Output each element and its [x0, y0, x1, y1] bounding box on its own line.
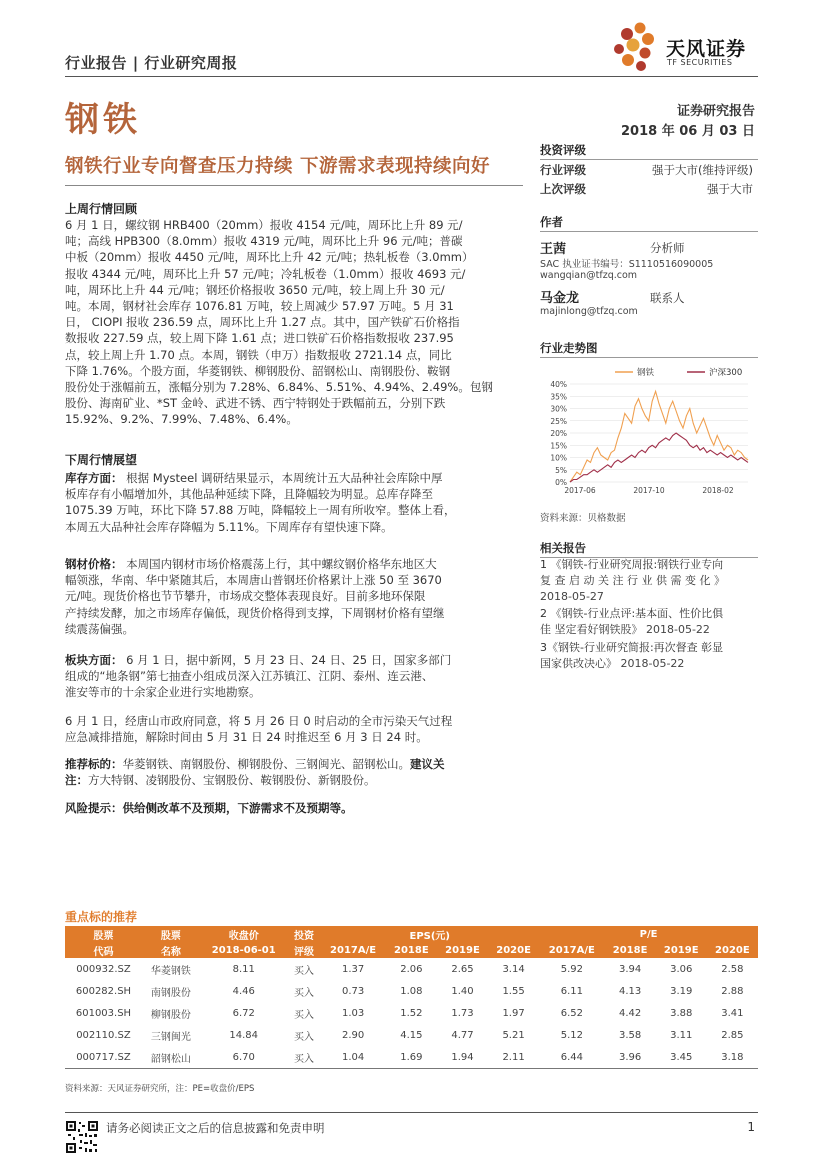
header-divider: [65, 76, 758, 77]
chart-y-tick: 20%: [550, 429, 567, 438]
chart-y-tick: 40%: [550, 380, 567, 389]
table-subheader-cell: 2020E: [707, 942, 758, 958]
risk-paragraph: [65, 800, 523, 816]
sector-title: 钢铁: [65, 100, 141, 140]
table-cell: 5.12: [560, 1029, 583, 1041]
section-heading-next-week: 下周行情展望: [65, 453, 138, 467]
last-week-line: 中板（20mm）报收 4450 元/吨，周环比上升 42 元/吨；热轧板卷（3.0mm）: [65, 250, 474, 265]
table-cell: 14.84: [229, 1029, 259, 1041]
chart-x-tick: 2018-02: [702, 486, 734, 495]
report-title: 钢铁行业专向督查压力持续 下游需求表现持续向好: [65, 156, 490, 177]
chart-y-tick: 35%: [550, 392, 567, 402]
price-line: 本周国内钢材市场价格震荡上行，其中螺纹钢价格华东地区大: [126, 557, 437, 571]
inventory-label: 库存方面：: [65, 471, 123, 485]
related-report-line: 国家供改决心》: [540, 657, 617, 670]
table-cell: 1.55: [502, 985, 525, 997]
table-subheader-cell: 2019E: [437, 942, 488, 958]
industry-trend-chart: [540, 360, 758, 500]
table-source: 资料来源：天风证券研究所，注：PE=收盘价/EPS: [65, 1084, 255, 1094]
table-subheader-cell: 2018E: [605, 942, 656, 958]
last-week-line: 日， CIOPI 报收 236.59 点，周环比上升 1.27 点。其中，国产铁矿石价格指: [65, 315, 460, 330]
last-week-line: 点，较上周上升 1.70 点。本周，钢铁（申万）指数报收 2721.14 点，同比: [65, 347, 452, 362]
table-cell: 1.37: [341, 963, 365, 975]
chart-y-tick: 5%: [555, 465, 567, 475]
inventory-paragraph: [65, 470, 523, 535]
table-cell: 2.88: [721, 985, 744, 997]
table-row: [65, 980, 758, 1002]
table-cell: 3.19: [670, 985, 693, 997]
table-header-cell: 股票: [142, 926, 200, 942]
chart-y-tick: 30%: [550, 404, 567, 414]
sector-paragraph: [65, 652, 523, 701]
policy-line: 应急减排措施，解除时间由 5 月 31 日 24 时推迟至 6 月 3 日 24 时。: [65, 730, 428, 745]
risk-label: 风险提示：: [65, 801, 123, 815]
related-report-1[interactable]: [540, 557, 755, 605]
price-line: 续震荡偏强。: [65, 621, 134, 636]
table-cell: 1.97: [502, 1007, 525, 1019]
last-week-line: 数报收 227.59 点，较上周下降 1.61 点；进口铁矿石价格指数报收 237.95: [65, 331, 454, 346]
report-date: 2018 年 06 月 03 日: [621, 124, 755, 139]
table-cell: 1.03: [341, 1007, 365, 1019]
table-row: [65, 1024, 758, 1046]
table-cell: 买入: [294, 987, 315, 999]
recommend-label: 推荐标的：: [65, 757, 123, 771]
last-week-line: 股份、海南矿业、*ST 金岭、武进不锈、西宁特钢处于跌幅前五，分别下跌: [65, 396, 446, 411]
chart-y-tick: 15%: [550, 441, 567, 451]
table-subheader-cell: 2019E: [656, 942, 707, 958]
table-cell: 002110.SZ: [76, 1029, 131, 1041]
footer-disclaimer[interactable]: 请务必阅读正文之后的信息披露和免责申明: [106, 1121, 325, 1135]
chart-x-tick: 2017-10: [633, 486, 665, 495]
watch-text: 方大特钢、凌钢股份、宝钢股份、鞍钢股份、新钢股份。: [88, 773, 376, 788]
report-category: 行业报告 | 行业研究周报: [65, 54, 238, 72]
recommend-paragraph: [65, 756, 523, 788]
last-week-line: 6 月 1 日，螺纹钢 HRB400（20mm）报收 4154 元/吨，周环比上升 89 元/: [65, 218, 463, 232]
policy-line: 6 月 1 日，经唐山市政府同意，将 5 月 26 日 0 时启动的全市污染天气过程: [65, 714, 453, 728]
brand-name: 天风证券: [666, 38, 747, 60]
table-subheader-cell: 2018E: [386, 942, 437, 958]
table-cell: 1.52: [400, 1007, 423, 1019]
author1-role: 分析师: [650, 241, 685, 255]
table-row: [65, 958, 758, 980]
table-cell: 3.45: [656, 1046, 707, 1069]
table-cell: 3.18: [707, 1046, 758, 1069]
tf-logo-icon: [610, 20, 664, 76]
related-report-3[interactable]: [540, 640, 755, 672]
chart-y-tick: 0%: [555, 478, 567, 487]
risk-text: 供给侧改革不及预期，下游需求不及预期等。: [122, 801, 353, 815]
table-cell: 三钢闽光: [150, 1031, 191, 1043]
table-cell: 买入: [294, 965, 315, 977]
table-cell: 3.14: [502, 963, 525, 975]
table-cell: 6.70: [200, 1046, 288, 1069]
table-cell: 1.73: [451, 1007, 474, 1019]
author2-role: 联系人: [650, 291, 685, 305]
table-cell: 6.11: [560, 985, 583, 997]
author2-email[interactable]: majinlong@tfzq.com: [540, 306, 638, 317]
chart-y-tick: 25%: [550, 416, 567, 426]
table-cell: 6.72: [232, 1007, 255, 1019]
sector-line: 组成的“地条钢”第七抽查小组成员深入江苏镇江、江阴、泰州、连云港、: [65, 669, 434, 684]
table-row: [65, 1046, 758, 1069]
author1-certificate: SAC 执业证书编号：S1110516090005: [540, 259, 714, 270]
author-heading: 作者: [540, 214, 758, 232]
inventory-line: 根据 Mysteel 调研结果显示，本周统计五大品种社会库除中厚: [126, 471, 443, 485]
price-paragraph: [65, 556, 523, 637]
price-line: 幅领涨，华南、华中紧随其后，本周唐山普钢坯价格累计上涨 50 至 3670: [65, 573, 442, 588]
table-cell: 买入: [294, 1009, 315, 1021]
chart-legend-label: 沪深300: [709, 368, 743, 378]
table-cell: 2.85: [721, 1029, 744, 1041]
related-report-line: 1 《钢铁-行业研究周报:钢铁行业专向: [540, 558, 724, 571]
table-cell: 3.88: [670, 1007, 693, 1019]
table-cell: 5.21: [502, 1029, 525, 1041]
policy-paragraph: [65, 713, 523, 745]
sector-label: 板块方面：: [65, 653, 123, 667]
table-subheader-cell: 2017A/E: [320, 942, 385, 958]
previous-rating-value: 强于大市: [707, 182, 753, 196]
watch-label: 建议关: [410, 757, 445, 771]
table-row: [65, 1002, 758, 1024]
last-week-line: 下降 1.76%。个股方面，华菱钢铁、柳钢股份、韶钢松山、南钢股份、鞍钢: [65, 363, 451, 378]
table-cell: 3.11: [670, 1029, 693, 1041]
table-cell: 买入: [288, 1046, 321, 1069]
last-week-line: 报收 4344 元/吨，周环比上升 57 元/吨；冷轧板卷（1.0mm）报收 4693 元/: [65, 266, 466, 281]
table-header-cell: EPS(元): [320, 926, 539, 942]
table-heading: 重点标的推荐: [65, 910, 138, 924]
rating-value: 强于大市(维持评级): [652, 163, 753, 177]
table-cell: 000717.SZ: [65, 1046, 142, 1069]
related-report-date: 2018-05-22: [646, 623, 710, 636]
table-cell: 3.58: [618, 1029, 642, 1041]
related-report-line: 3《钢铁-行业研究简报:再次督查 彰显: [540, 641, 724, 654]
author2-name: 马金龙: [540, 291, 580, 306]
table-cell: 5.92: [560, 963, 583, 975]
previous-rating-label: 上次评级: [540, 182, 586, 196]
author1-email[interactable]: wangqian@tfzq.com: [540, 270, 638, 281]
table-cell: 2.06: [400, 963, 423, 975]
recommend-text: 华菱钢铁、南钢股份、柳钢股份、三钢闽光、韶钢松山。: [122, 757, 410, 771]
table-cell: 3.41: [721, 1007, 744, 1019]
table-cell: 1.94: [437, 1046, 488, 1069]
last-week-line: 吨，周环比上升 44 元/吨；钢坯价格报收 3650 元/吨，较上周上升 30 元/: [65, 282, 445, 297]
price-label: 钢材价格：: [65, 557, 123, 571]
page-number: 1: [747, 1120, 755, 1134]
related-report-line: 2 《钢铁-行业点评:基本面、性价比俱: [540, 607, 724, 620]
table-cell: 2.58: [721, 963, 744, 975]
last-week-line: 15.92%、9.2%、7.99%、7.48%、6.4%。: [65, 412, 298, 427]
table-cell: 柳钢股份: [150, 1009, 191, 1021]
chart-legend-label: 钢铁: [637, 368, 655, 378]
price-line: 产持续发酵，加之市场库存偏低，现货价格得到支撑，下周钢材价格有望继: [65, 605, 445, 620]
table-cell: 1.40: [451, 985, 474, 997]
previous-rating-row: [540, 181, 753, 197]
related-report-date: 2018-05-22: [620, 657, 685, 670]
table-cell: 600282.SH: [75, 985, 132, 997]
chart-source: 资料来源：贝格数据: [540, 513, 626, 524]
rating-label: 行业评级: [540, 163, 586, 177]
chart-series-line-1: [570, 391, 748, 482]
table-cell: 1.69: [386, 1046, 437, 1069]
table-cell: 601003.SH: [75, 1007, 132, 1019]
table-header-cell: 收盘价: [200, 926, 288, 942]
table-cell: 000932.SZ: [76, 963, 131, 975]
table-header-cell: 投资: [288, 926, 321, 942]
related-report-2[interactable]: [540, 606, 755, 638]
table-cell: 3.06: [670, 963, 693, 975]
table-cell: 2.65: [451, 963, 474, 975]
table-cell: 1.04: [320, 1046, 385, 1069]
related-heading: 相关报告: [540, 540, 758, 558]
table-cell: 2.90: [341, 1029, 365, 1041]
inventory-line: 本周五大品种社会库存降幅为 5.11%。下周库存有望快速下降。: [65, 519, 393, 534]
last-week-line: 吨。本周，钢材社会库存 1076.81 万吨，较上周减少 57.97 万吨。5 月 31: [65, 299, 454, 314]
table-cell: 8.11: [232, 963, 255, 975]
table-cell: 2.11: [488, 1046, 539, 1069]
section-heading-last-week: 上周行情回顾: [65, 202, 138, 216]
table-header-cell: P/E: [539, 926, 758, 942]
table-cell: 4.15: [400, 1029, 423, 1041]
watch-label-2: 注：: [65, 773, 88, 788]
recommended-stocks-table: [65, 926, 758, 1069]
sector-line: 6 月 1 日，据中新网，5 月 23 日、24 日、25 日，国家多部门: [126, 653, 452, 667]
footer-divider: [65, 1112, 758, 1113]
table-cell: 6.52: [560, 1007, 583, 1019]
table-cell: 4.42: [618, 1007, 642, 1019]
table-cell: 4.46: [232, 985, 255, 997]
last-week-line: 吨；高线 HPB300（8.0mm）报收 4319 元/吨，周环比上升 96 元/吨；普碳: [65, 234, 463, 249]
chart-y-tick: 10%: [550, 453, 567, 463]
table-cell: 4.77: [451, 1029, 474, 1041]
table-cell: 0.73: [341, 985, 365, 997]
rating-heading: 投资评级: [540, 142, 758, 160]
qr-code-icon: [65, 1120, 99, 1154]
trend-heading: 行业走势图: [540, 340, 758, 358]
table-cell: 华菱钢铁: [150, 965, 191, 977]
report-type: 证券研究报告: [676, 104, 755, 119]
table-cell: 买入: [294, 1031, 315, 1043]
table-cell: 6.44: [539, 1046, 604, 1069]
title-divider: [65, 185, 523, 186]
chart-x-tick: 2017-06: [564, 486, 596, 495]
price-line: 元/吨。现货价格也节节攀升，市场成交整体表现良好。目前多地环保限: [65, 589, 426, 604]
sector-line: 淮安等市的十余家企业进行实地勘察。: [65, 685, 261, 700]
industry-rating-row: [540, 162, 753, 178]
last-week-review: [65, 217, 523, 428]
table-subheader-cell: 2017A/E: [539, 942, 604, 958]
table-subheader-cell: 名称: [142, 942, 200, 958]
brand-subtitle: TF SECURITIES: [667, 58, 733, 67]
table-cell: 南钢股份: [150, 987, 191, 999]
table-cell: 4.13: [618, 985, 642, 997]
related-report-date: 2018-05-27: [540, 590, 604, 603]
related-report-line: 佳 坚定看好钢铁股》: [540, 623, 643, 636]
table-subheader-cell: 代码: [65, 942, 142, 958]
table-subheader-cell: 2018-06-01: [200, 942, 288, 958]
table-cell: 3.96: [605, 1046, 656, 1069]
author1-name: 王茜: [540, 242, 567, 257]
table-subheader-cell: 2020E: [488, 942, 539, 958]
inventory-line: 1075.39 万吨，环比下降 57.88 万吨，降幅较上一周有所收窄。整体上看，: [65, 503, 456, 518]
table-cell: 3.94: [618, 963, 642, 975]
inventory-line: 板库存有小幅增加外，其他品种延续下降，且降幅较为明显。总库存降至: [65, 487, 433, 502]
last-week-line: 股份处于涨幅前五，涨幅分别为 7.28%、6.84%、5.51%、4.94%、2.49%。包钢: [65, 380, 493, 395]
related-report-line: 复 查 启 动 关 注 行 业 供 需 变 化 》: [540, 574, 725, 587]
table-subheader-cell: 评级: [288, 942, 321, 958]
table-cell: 1.08: [400, 985, 423, 997]
table-header-cell: 股票: [65, 926, 142, 942]
table-cell: 韶钢松山: [142, 1046, 200, 1069]
